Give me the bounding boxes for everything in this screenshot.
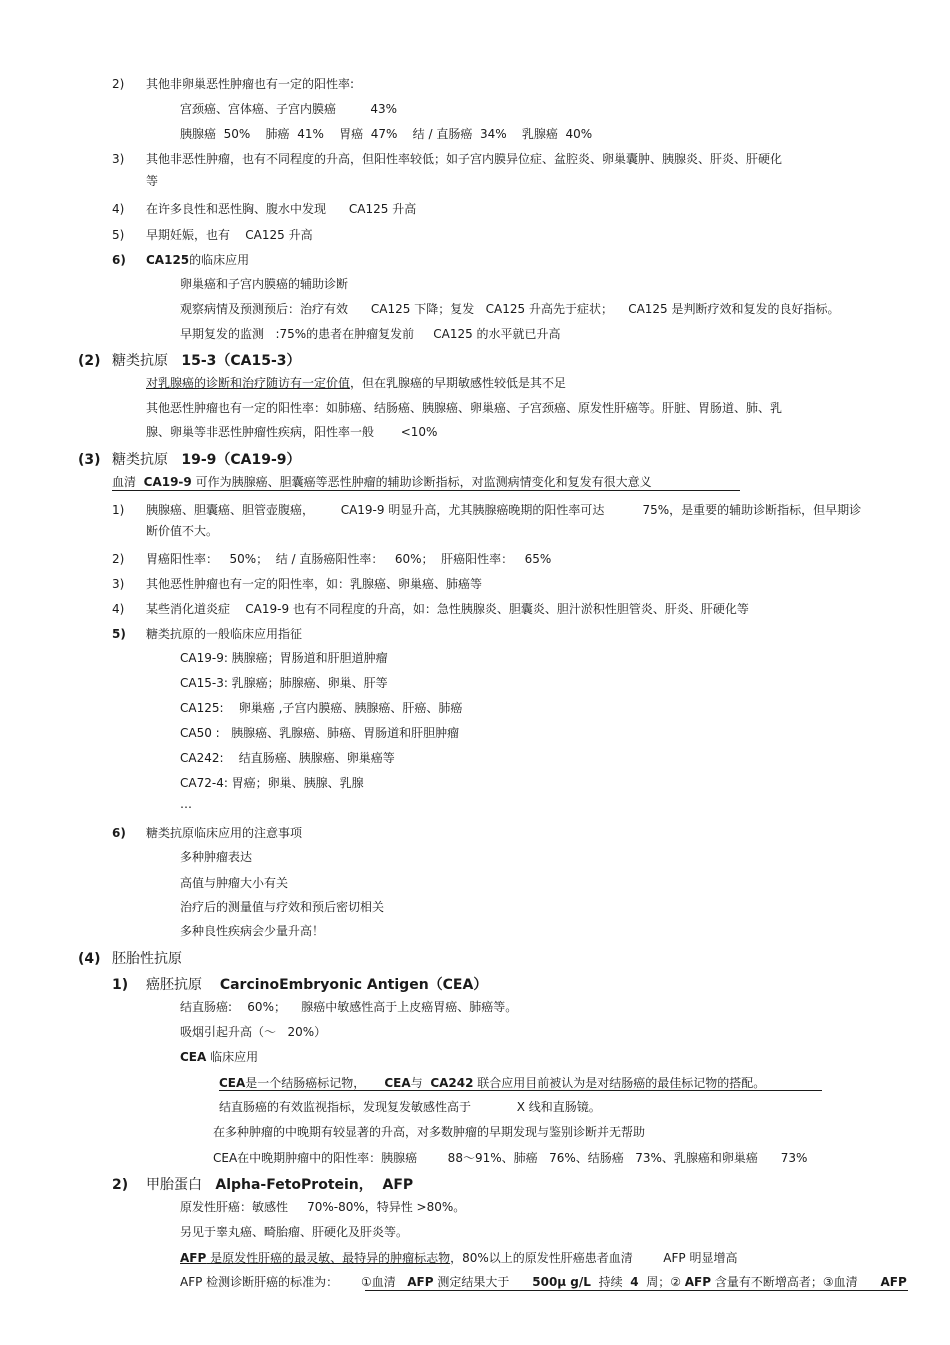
text-line: 原发性肝癌：敏感性 70%-80%，特异性 >80%。 <box>180 1200 466 1214</box>
section-heading <box>112 451 301 469</box>
list-marker: 2) <box>112 552 125 566</box>
section-marker: (2) <box>78 353 101 369</box>
bold-term: AFP <box>407 1275 434 1289</box>
text-line <box>146 252 249 268</box>
text-line: 结直肠癌的有效监视指标，发现复发敏感性高于 X 线和直肠镜。 <box>219 1100 601 1114</box>
text-line: 治疗后的测量值与疗效和预后密切相关 <box>180 900 385 914</box>
text-line: 胰腺癌、胆囊癌、胆管壶腹癌， CA19-9 明显升高，尤其胰腺癌晚期的阳性率可达 75%，是重要的辅助诊断指标，但早期诊 <box>146 503 862 517</box>
text-span: ，80%以上的原发性肝癌患者血清 AFP 明显增高 <box>450 1251 738 1265</box>
section-marker: (3) <box>78 452 101 468</box>
text-span: AFP 检测诊断肝癌的标准为： ①血清 <box>180 1275 408 1289</box>
text-span: 持续 <box>590 1275 631 1289</box>
list-marker: 4) <box>112 202 125 216</box>
list-marker: 6) <box>112 826 126 840</box>
text-span: 是原发性肝癌的最灵敏、最特异的肿瘤标志物 <box>206 1251 451 1265</box>
text-line: 某些消化道炎症 CA19-9 也有不同程度的升高，如：急性胰腺炎、胆囊炎、胆汁淤积性胆管炎、肝炎、肝硬化等 <box>146 602 749 616</box>
text-line: 胰腺癌 50% 肺癌 41% 胃癌 47% 结 / 直肠癌 34% 乳腺癌 40% <box>180 127 593 141</box>
text-span: 周；② <box>638 1275 685 1289</box>
text-span: 癌胚抗原 <box>146 977 220 993</box>
text-span: 糖类抗原 <box>112 452 182 468</box>
text-line <box>112 474 652 490</box>
list-marker: 2) <box>112 1177 129 1193</box>
text-line: 多种良性疾病会少量升高！ <box>180 924 325 938</box>
text-line: 糖类抗原临床应用的注意事项 <box>146 826 303 840</box>
bold-term: CarcinoEmbryonic Antigen（CEA） <box>219 977 488 993</box>
text-line: 在多种肿瘤的中晚期有较显著的升高，对多数肿瘤的早期发现与鉴别诊断并无帮助 <box>213 1125 646 1139</box>
text-line: 糖类抗原的一般临床应用指征 <box>146 627 303 641</box>
text-span: ，但在乳腺癌的早期敏感性较低是其不足 <box>350 376 567 390</box>
text-line: 结直肠癌: 60%； 腺癌中敏感性高于上皮癌胃癌、肺癌等。 <box>180 1000 518 1014</box>
text-line <box>219 1075 765 1091</box>
bold-term: CA125 <box>146 253 190 267</box>
text-line: 多种肿瘤表达 <box>180 850 253 864</box>
text-line: CA50 : 胰腺癌、乳腺癌、肺癌、胃肠道和肝胆肿瘤 <box>180 726 460 740</box>
text-line <box>180 1250 737 1266</box>
list-marker: 4) <box>112 602 125 616</box>
underlined-span <box>180 1251 450 1265</box>
text-line <box>146 375 566 391</box>
text-line: 卵巢癌和子宫内膜癌的辅助诊断 <box>180 277 349 291</box>
list-marker: 6) <box>112 253 126 267</box>
bold-term: 19-9（CA19-9） <box>181 452 301 468</box>
text-span: 糖类抗原 <box>112 353 182 369</box>
text-span: 的临床应用 <box>189 253 250 267</box>
text-line: 其他恶性肿瘤也有一定的阳性率，如：乳腺癌、卵巢癌、肺癌等 <box>146 577 483 591</box>
text-span: 血清 <box>112 475 144 489</box>
list-marker: 5) <box>112 228 125 242</box>
text-span: 临床应用 <box>206 1050 259 1064</box>
underline-rule <box>365 1290 908 1291</box>
text-line: 其他恶性肿瘤也有一定的阳性率：如肺癌、结肠癌、胰腺癌、卵巢癌、子宫颈癌、原发性肝癌等。肝脏、胃肠道、肺、乳 <box>146 401 783 415</box>
underline-rule <box>112 490 740 491</box>
section-heading: 胚胎性抗原 <box>112 951 182 967</box>
text-line <box>180 1274 907 1290</box>
section-heading <box>112 352 301 370</box>
text-line: 宫颈癌、宫体癌、子宫内膜癌 43% <box>180 102 398 116</box>
text-line: 早期复发的监测 :75%的患者在肿瘤复发前 CA125 的水平就已升高 <box>180 327 561 341</box>
bold-term: CA242 <box>430 1076 474 1090</box>
text-line: 在许多良性和恶性胸、腹水中发现 CA125 升高 <box>146 202 417 216</box>
text-line: CA19-9: 胰腺癌；胃肠道和肝胆道肿瘤 <box>180 651 388 665</box>
underlined-span: 对乳腺癌的诊断和治疗随访有一定价值 <box>146 376 351 390</box>
text-line: 其他非卵巢恶性肿瘤也有一定的阳性率: <box>146 77 355 91</box>
list-marker: 1) <box>112 503 125 517</box>
bold-term: 4 <box>630 1275 639 1289</box>
text-line: 高值与肿瘤大小有关 <box>180 876 289 890</box>
text-line: CA72-4: 胃癌；卵巢、胰腺、乳腺 <box>180 776 364 790</box>
bold-term: CEA <box>180 1050 207 1064</box>
subsection-heading <box>146 1176 413 1194</box>
bold-term: AFP <box>684 1275 712 1289</box>
text-line: 另见于睾丸癌、畸胎瘤、肝硬化及肝炎等。 <box>180 1225 409 1239</box>
bold-term: CEA <box>384 1076 411 1090</box>
text-line: CA15-3: 乳腺癌；肺腺癌、卵巢、肝等 <box>180 676 388 690</box>
list-marker: 3) <box>112 577 125 591</box>
text-span: 是一个结肠癌标记物， <box>245 1076 385 1090</box>
bold-term: CA19-9 <box>143 475 192 489</box>
bold-term: AFP <box>880 1275 907 1289</box>
text-span: 甲胎蛋白 <box>146 1177 216 1193</box>
list-marker: 5) <box>112 627 126 641</box>
text-line <box>180 1049 258 1065</box>
text-span: 测定结果大于 <box>433 1275 533 1289</box>
text-line: 观察病情及预测预后：治疗有效 CA125 下降；复发 CA125 升高先于症状； CA125 是判断疗效和复发的良好指标。 <box>180 302 840 316</box>
text-span: 联合应用目前被认为是对结肠癌的最佳标记物的搭配。 <box>473 1076 766 1090</box>
underline-rule <box>219 1090 822 1091</box>
text-span: 可作为胰腺癌、胆囊癌等恶性肿瘤的辅助诊断指标，对监测病情变化和复发有很大意义 <box>191 475 652 489</box>
text-line: 胃癌阳性率： 50%； 结 / 直肠癌阳性率： 60%； 肝癌阳性率： 65% <box>146 552 552 566</box>
list-marker: 1) <box>112 977 129 993</box>
section-marker: (4) <box>78 951 101 967</box>
list-marker: 3) <box>112 152 125 166</box>
bold-term: CEA <box>219 1076 246 1090</box>
text-span: 与 <box>410 1076 431 1090</box>
text-line: CEA在中晚期肿瘤中的阳性率：胰腺癌 88～91%、肺癌 76%、结肠癌 73%、乳腺癌和卵巢癌 73% <box>213 1151 808 1165</box>
text-line: 等 <box>146 174 159 188</box>
text-span: 含量有不断增高者；③血清 <box>711 1275 881 1289</box>
text-line: 其他非恶性肿瘤，也有不同程度的升高，但阳性率较低；如子宫内膜异位症、盆腔炎、卵巢囊肿、胰腺炎、肝炎、肝硬化 <box>146 152 783 166</box>
text-line: … <box>180 797 192 811</box>
bold-term: Alpha-FetoProtein， AFP <box>215 1177 414 1193</box>
text-line: 吸烟引起升高（～ 20%） <box>180 1025 327 1039</box>
list-marker: 2) <box>112 77 125 91</box>
text-line: 早期妊娠，也有 CA125 升高 <box>146 228 313 242</box>
text-line: CA242: 结直肠癌、胰腺癌、卵巢癌等 <box>180 751 395 765</box>
text-line: 腺、卵巢等非恶性肿瘤性疾病，阳性率一般 <10% <box>146 425 438 439</box>
bold-term: AFP <box>180 1251 207 1265</box>
text-line: CA125: 卵巢癌 ,子宫内膜癌、胰腺癌、肝癌、肺癌 <box>180 701 463 715</box>
bold-term: 500μ g/L <box>532 1275 591 1289</box>
text-line: 断价值不大。 <box>146 524 219 538</box>
bold-term: 15-3（CA15-3） <box>181 353 301 369</box>
subsection-heading <box>146 976 487 994</box>
